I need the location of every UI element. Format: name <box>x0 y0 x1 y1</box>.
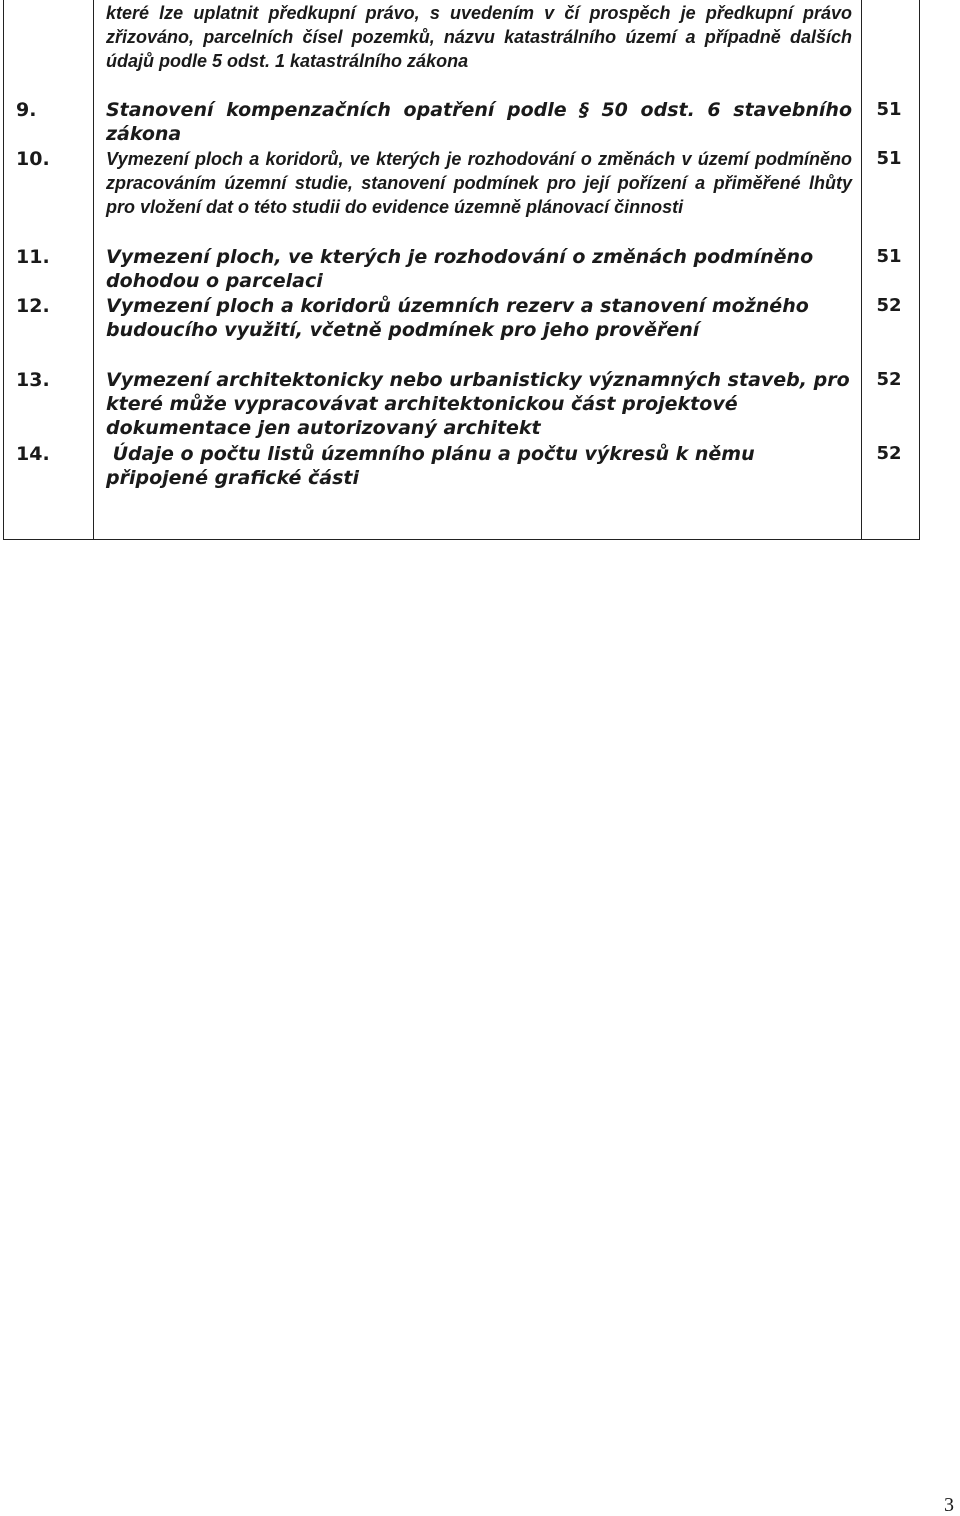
toc-entry-page: 52 <box>876 369 902 390</box>
column-divider <box>861 0 862 539</box>
column-divider <box>93 0 94 539</box>
toc-entry-text: Vymezení ploch, ve kterých je rozhodování o změnách podmíněno dohodou o parcelaci <box>106 246 814 292</box>
toc-entry-number: 11. <box>16 246 50 268</box>
toc-entry-text: které lze uplatnit předkupní právo, s uvedením v čí prospěch je předkupní právo zřizováno, parcelních čísel pozemků, názvu katastrálního území a případně dalších údajů podle 5 odst. 1 katastrálního zákona <box>106 3 852 71</box>
toc-entry-text: Údaje o počtu listů územního plánu a počtu výkresů k němu připojené grafické části <box>106 443 762 489</box>
toc-entry-text: Vymezení architektonicky nebo urbanisticky významných staveb, pro které může vypracovávat architektonickou část projektové dokumentace jen autorizovaný architekt <box>106 369 850 439</box>
toc-entry-number: 13. <box>16 369 50 391</box>
toc-entry-page: 52 <box>876 295 902 316</box>
toc-entry-page: 51 <box>876 148 902 169</box>
toc-entry-number: 12. <box>16 295 50 317</box>
toc-entry-number: 9. <box>16 99 37 121</box>
toc-entry-number: 10. <box>16 148 50 170</box>
page-number: 3 <box>944 1494 954 1516</box>
table-of-contents <box>3 0 920 540</box>
toc-entry-text: Vymezení ploch a koridorů, ve kterých je rozhodování o změnách v území podmíněno zpracováním územní studie, stanovení podmínek pro její pořízení a přiměřené lhůty pro vložení dat o této studii do evidence územně plánovací činnosti <box>106 149 852 217</box>
toc-entry-page: 51 <box>876 246 902 267</box>
toc-entry-page: 51 <box>876 99 902 120</box>
toc-entry-number: 14. <box>16 443 50 465</box>
toc-entry-text: Stanovení kompenzačních opatření podle § 50 odst. 6 stavebního zákona <box>106 99 852 145</box>
toc-entry-page: 52 <box>876 443 902 464</box>
toc-entry-text: Vymezení ploch a koridorů územních rezerv a stanovení možného budoucího využití, včetně podmínek pro jeho prověření <box>106 295 809 341</box>
